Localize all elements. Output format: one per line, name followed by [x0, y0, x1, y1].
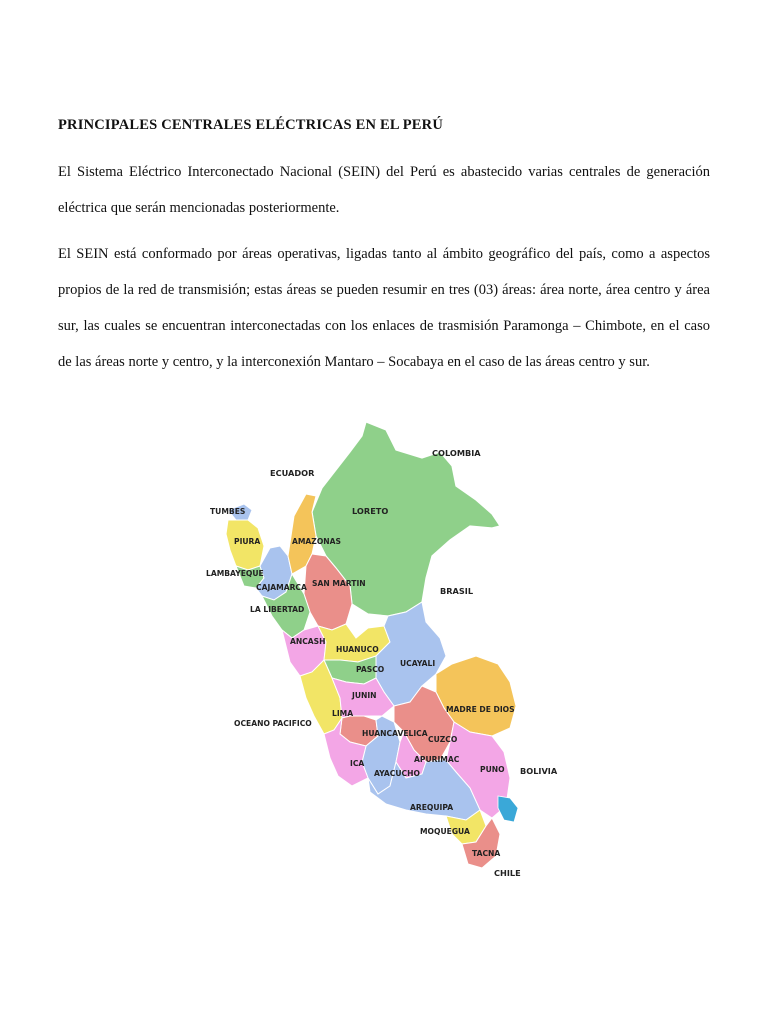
- paragraph-sein-areas: El SEIN está conformado por áreas operativas, ligadas tanto al ámbito geográfico del país, como a aspectos propios de la red de transmisión; estas áreas se pueden resumir en tres (03) áreas: área norte, área centro y área sur, las cuales se encuentran interconectadas con los enlaces de trasmisión Paramonga – Chimbote, en el caso de las áreas norte y centro, y la interconexión Mantaro – Socabaya en el caso de las áreas centro y sur.: [58, 246, 710, 370]
- label-la-libertad: LA LIBERTAD: [250, 605, 305, 614]
- paragraph-intro: El Sistema Eléctrico Interconectado Nacional (SEIN) del Perú es abastecido varias centrales de generación eléctrica que serán mencionadas posteriormente.: [58, 164, 710, 216]
- label-ancash: ANCASH: [290, 637, 326, 646]
- label-ucayali: UCAYALI: [400, 659, 436, 668]
- label-lambayeque: LAMBAYEQUE: [206, 569, 264, 578]
- label-san-martin: SAN MARTIN: [312, 579, 366, 588]
- label-cajamarca: CAJAMARCA: [256, 583, 307, 592]
- label-pasco: PASCO: [356, 665, 385, 674]
- label-huancavelica: HUANCAVELICA: [362, 729, 428, 738]
- label-tumbes: TUMBES: [210, 507, 246, 516]
- label-ayacucho: AYACUCHO: [374, 769, 420, 778]
- label-junin: JUNIN: [352, 691, 377, 700]
- peru-regions-map: [200, 416, 558, 886]
- label-brasil: BRASIL: [440, 586, 474, 596]
- lake-titicaca: [498, 796, 518, 822]
- document-title: PRINCIPALES CENTRALES ELÉCTRICAS EN EL PERÚ: [58, 117, 444, 133]
- label-apurimac: APURIMAC: [414, 755, 460, 764]
- label-ecuador: ECUADOR: [270, 468, 315, 478]
- label-chile: CHILE: [494, 868, 521, 878]
- label-loreto: LORETO: [352, 506, 389, 516]
- label-bolivia: BOLIVIA: [520, 766, 558, 776]
- label-madre-de-dios: MADRE DE DIOS: [446, 705, 515, 714]
- label-moquegua: MOQUEGUA: [420, 827, 470, 836]
- label-ica: ICA: [350, 759, 365, 768]
- label-cuzco: CUZCO: [428, 735, 458, 744]
- label-huanuco: HUANUCO: [336, 645, 379, 654]
- label-amazonas: AMAZONAS: [292, 537, 341, 546]
- label-ocean-pacific: OCEANO PACIFICO: [234, 719, 312, 728]
- label-arequipa: AREQUIPA: [410, 803, 454, 812]
- label-colombia: COLOMBIA: [432, 448, 481, 458]
- label-lima: LIMA: [332, 709, 354, 718]
- label-piura: PIURA: [234, 537, 261, 546]
- label-puno: PUNO: [480, 765, 505, 774]
- label-tacna: TACNA: [472, 849, 501, 858]
